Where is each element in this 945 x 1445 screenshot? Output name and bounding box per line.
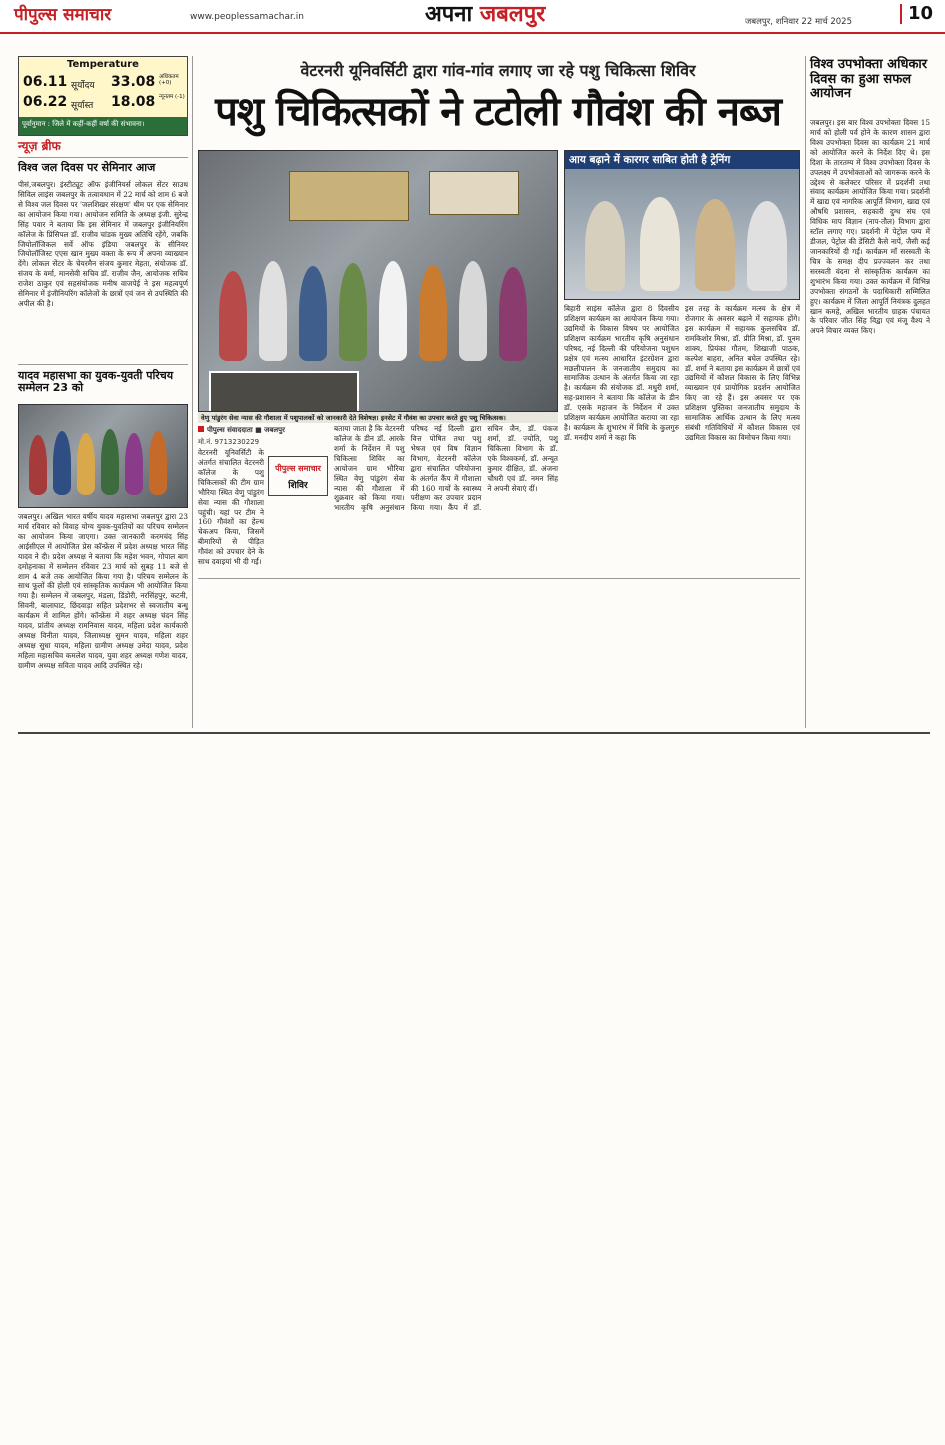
brief-1-title: विश्व जल दिवस पर सेमिनार आज xyxy=(18,161,156,174)
brief-2-text: जबलपुर। अखिल भारत वर्षीय यादव महासभा जबलपुर द्वारा 23 मार्च रविवार को विवाह योग्य युवक-युवतियों का परिचय सम्मेलन का आयोजन किया जाएगा। उक्त जानकारी करमचंद सिंह आईसीएल में आयोजित प्रेस कॉन्फ्रेंस में प्रदेश अध्यक्ष भारत सिंह यादव ने दी। प्रदेश अध्यक्ष ने बताया कि महेश भवन, गोपाल बाग दमोहनाका में सम्मेलन रविवार 23 मार्च को सुबह 11 बजे से शाम 4 बजे तक आयोजित किया गया है। परिचय सम्मेलन के साथ फूलों की होली एवं सांस्कृतिक कार्यक्रम भी आयोजित किया गया है। सम्मेलन में जबलपुर, मंडला, डिंडोरी, नरसिंहपुर, कटनी, सिवनी, बालाघाट, छिंदवाड़ा सहित प्रदेशभर से स्वजातीय बन्धु कार्यक्रम में शामिल होंगे। कॉन्फ्रेंस में शहर अध्यक्ष चंदन सिंह यादव, प्रांतीय अध्यक्ष रामनिवास यादव, महिला प्रदेश कार्यकारी अध्यक्ष विनीता यादव, जिलाध्यक्ष सुमन यादव, महिला शहर अध्यक्ष सुधा यादव, महिला ग्रामीण अध्यक्ष उमेदा यादव, प्रदेश महिला महासचिव कमलेश यादव, युवा शहर अध्यक्ष गणेश यादव, ग्रामीण अध्यक्ष सविता यादव आदि उपस्थित रहे। xyxy=(18,512,188,670)
consumer-headline: विश्व उपभोक्ता अधिकार दिवस का हुआ सफल आयोजन xyxy=(810,57,928,102)
brief-1-text: पीसं,जबलपुर। इंस्टीट्यूट ऑफ इंजीनियर्स लोकल सेंटर साउथ सिविल लाइंस जबलपुर के तत्वावधान में 22 मार्च को शाम 6 बजे से विश्व जल दिवस पर 'जलशिखर संरक्षण' थीम पर एक सेमिनार का आयोजन किया गया। आयोजन समिति के अध्यक्ष इंजी. सुरेन्द्र सिंह पवार ने बताया कि इस सेमिनार में जबलपुर इंजीनियरिंग कॉलेज के प्रिंसिपल डॉ. राजीव चांडक मुख्य अतिथि रहेंगे, जबकि जियोलॉजिकल सर्वे ऑफ इंडिया जबलपुर के सीनियर जियोलॉजिस्ट एएस खान मुख्य वक्ता के रूप में अपना व्याख्यान देंगे। लोकल सेंटर के चेयरमैन संजय कुमार मेहता, संयोजक डॉ. संजय के वर्मा, मानसेवी सचिव डॉ. राजीव जैन, आयोजक सचिव राजेश ठाकुर एवं सहसंयोजक मनीष वाजपेई ने इस महत्वपूर्ण सेमिनार में इंजीनियरिंग कॉलेजों के छात्रों एवं जन से उपस्थिति की अपील की है। xyxy=(18,180,188,309)
weather-box xyxy=(18,56,188,136)
column-divider xyxy=(805,56,806,728)
news-brief-label: न्यूज़ ब्रीफ xyxy=(18,139,61,153)
sunset-date: 06.22 xyxy=(23,94,68,110)
sunrise-label: सूर्योदय xyxy=(71,81,95,91)
training-text-b: इस तरह के कार्यक्रम मत्स्य के क्षेत्र में रोजगार के अवसर बढ़ाने में सहायक होंगे। इस कार्यक्रम में सहायक कुलसचिव डॉ. रामकिशोर मिश्रा, डॉ. प्रीति मिश्रा, डॉ. पूनम शाक्य, प्रियंका गौतम, शिखाजी पाठक, कल्पेश बाहरा, अनित बघेल उपस्थित रहे। डॉ. शर्मा ने बताया इस कार्यक्रम में छात्रों एवं उद्यमियों में कौशल विकास के लिए विभिन्न व्याख्यान एवं प्रायोगिक प्रदर्शन आयोजित किए जा रहे हैं। इस अवसर पर एक प्रशिक्षण पुस्तिका जनजातीय समुदाय के सामाजिक आर्थिक उत्थान के लिए मत्स्य संबंधी गतिविधियों में कौशल विकास एवं उद्यमिता विकास का विमोचन किया गया। xyxy=(685,304,800,442)
divider xyxy=(18,157,188,158)
brief-2-title: यादव महासभा का युवक-युवती परिचय सम्मेलन 23 को xyxy=(18,369,174,395)
masthead-logo: पीपुल्स समाचार xyxy=(14,5,112,25)
vet-logo-text: पीपुल्स समाचार xyxy=(275,464,321,473)
column-divider xyxy=(192,56,193,728)
masthead-section xyxy=(425,3,545,28)
max-temp: 33.08 xyxy=(111,74,156,90)
page-number: 10 xyxy=(900,4,933,24)
vet-text-a: वेटरनरी यूनिवर्सिटी के अंतर्गत संचालित वेटरनरी कॉलेज के पशु चिकित्सकों की टीम ग्राम भौरिया स्थित वेणु पांडुरंग सेवा न्यास की गौशाला पहुंची। यहां पर टीम ने 160 गौवंशों का हेल्थ चेकअप किया, जिसमें बीमारियों से पीड़ित गौवंश को उपचार देने के साथ दवाइयां भी दी गईं। xyxy=(198,448,264,567)
vet-kicker: वेटरनरी यूनिवर्सिटी द्वारा गांव-गांव लगाए जा रहे पशु चिकित्सा शिविर xyxy=(300,61,696,80)
min-temp-tag: न्यूनतम (-1) xyxy=(159,94,185,100)
vet-mobile: मो.नं. 9713230229 xyxy=(198,438,260,446)
vet-byline xyxy=(198,426,285,435)
divider xyxy=(18,364,188,365)
vet-logo-sub: शिविर xyxy=(288,481,308,491)
consumer-text: जबलपुर। इस बार विश्व उपभोक्ता दिवस 15 मार्च को होली पर्व होने के कारण शासन द्वारा विश्व उपभोक्ता दिवस का कार्यक्रम 21 मार्च को आयोजित करने के निर्देश दिए थे। इस दिशा के तारतम्य में विश्व उपभोक्ता दिवस के उपलक्ष्य में उपभोक्ताओं को जागरूक करने के उद्देश्य से कलेक्टर परिसर में प्रदर्शनी तथा संवाद कार्यक्रम आयोजित किया गया। प्रदर्शनी में खाद्य एवं नागरिक आपूर्ति विभाग, खाद्य एवं औषधि प्रशासन, सहकारी दुग्ध संघ एवं विधिक माप विज्ञान (नाप-तौल) विभाग द्वारा स्टॉल लगाए गए। प्रदर्शनी में पेट्रोल पम्प में डीजल, पेट्रोल की डेंसिटी कैसे नापें, जैसी कई जानकारियों दी गईं। कार्यक्रम माँ सरस्वती के चित्र के समक्ष दीप प्रज्ज्वलन कर तथा सरस्वती वंदना से सांस्कृतिक कार्यक्रम का शुभारंभ किया गया। उक्त कार्यक्रम में विभिन्न उपभोक्ता संगठनों के पदाधिकारी सम्मिलित हुए। कार्यक्रम में जिला आपूर्ति नियंत्रक दुलहत खान कमहे, अखिल भारतीय ग्राहक पंचायत के परिवार जीत सिंह विद्वा एवं मंजू वैश्य ने अपने विचार व्यक्त किए। xyxy=(810,118,930,336)
vet-headline: पशु चिकित्सकों ने टटोली गौवंश की नब्ज xyxy=(215,89,781,135)
sunset-label: सूर्यास्त xyxy=(71,101,94,111)
training-photo xyxy=(564,150,800,300)
vet-photo xyxy=(198,150,558,412)
vet-text-b: बताया जाता है कि वेटरनरी कॉलेज के डीन डॉ. आरके शर्मा के निर्देशन में पशु चिकित्सा शिविर का आयोजन ग्राम भौरिया स्थित वेणु पांडुरंग सेवा न्यास की गौशाला में शुक्रवार को किया गया। भारतीय कृषि अनुसंधान परिषद नई दिल्ली द्वारा वित्त पोषित तथा पशु भेषज एवं विष विज्ञान विभाग, वेटरनरी कॉलेज द्वारा संचालित परियोजना के अंतर्गत कैंप में गौशाला की 160 गायों के स्वास्थ्य परीक्षण कर उपचार प्रदान किया गया। कैंप में डॉ. सचिन जैन, डॉ. पंकज शर्मा, डॉ. ज्योति, पशु चिकित्सा विभाग के डॉ. एके विश्वकर्मा, डॉ. अन्यूत कुमार दीक्षित, डॉ. अंजना चौधरी एवं डॉ. नमन सिंह ने अपनी सेवाएं दीं। xyxy=(334,424,558,513)
vet-logo-box xyxy=(268,456,328,496)
vet-text-a2 xyxy=(268,500,328,572)
min-temp: 18.08 xyxy=(111,94,156,110)
forecast-bar: पूर्वानुमान : जिले में कहीं-कहीं वर्षा की संभावना। xyxy=(19,117,187,135)
training-text-a: बिहारी साइंस कॉलेज द्वारा 8 दिवसीय प्रशिक्षण कार्यक्रम का आयोजन किया गया। उद्यमियों के विकास विषय पर आयोजित प्रशिक्षण कार्यक्रम भारतीय कृषि अनुसंधान परिषद, नई दिल्ली की परियोजना पशुधन प्रक्षेत्र एवं मत्स्य आधारित इंटरग्रेशन द्वारा मछलीपालन के जनजातीय समुदाय का सामाजिक उत्थान के अंतर्गत किया जा रहा है। कार्यक्रम की संयोजक डॉ. मधुरी शर्मा, सह-प्रशासन ने बताया कि कॉलेज के डीन डॉ. एसके महाजन के निर्देशन में उक्त प्रशिक्षण कार्यक्रम आयोजित कराया जा रहा है। कार्यक्रम के शुभारंभ में विधि के कुलगुरु डॉ. मनदीप शर्मा ने कहा कि xyxy=(564,304,679,442)
masthead-date: जबलपुर, शनिवार 22 मार्च 2025 xyxy=(745,17,852,27)
masthead-prefix: अपना xyxy=(425,2,473,27)
max-temp-tag: अधिकतम (+0) xyxy=(159,74,179,87)
masthead-city: जबलपुर xyxy=(479,2,546,27)
divider xyxy=(18,732,930,734)
brief-2-photo xyxy=(18,404,188,508)
training-headline-bar: आय बढ़ाने में कारगर साबित होती है ट्रेनिंग xyxy=(565,151,800,169)
vet-byline-text: पीपुल्स संवाददाता ■ जबलपुर xyxy=(207,426,285,434)
masthead xyxy=(0,0,945,34)
sunrise-date: 06.11 xyxy=(23,74,68,90)
vet-photo-caption: वेणु पांडुरंग सेवा न्यास की गौशाला में पशुपालकों को जानकारी देते विशेषज्ञ। इनसेट में गौवंश का उपचार करते हुए पशु चिकित्सक। xyxy=(198,412,558,423)
divider xyxy=(198,578,800,579)
masthead-website: www.peoplessamachar.in xyxy=(190,12,304,22)
weather-title: Temperature xyxy=(67,59,139,70)
